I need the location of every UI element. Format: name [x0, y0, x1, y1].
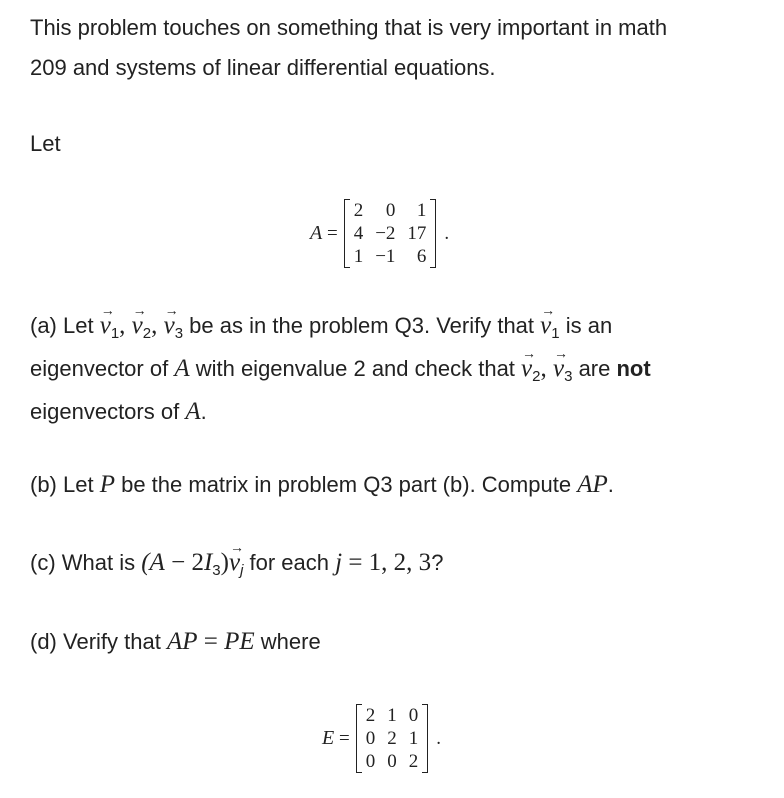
matrix-a-lhs	[310, 222, 338, 245]
matrix-cell: 0	[387, 751, 397, 772]
matrix-row	[348, 222, 433, 245]
matrix-row	[360, 727, 425, 750]
matrix-row	[360, 750, 425, 773]
matrix-cell: 17	[407, 223, 427, 244]
matrix-e-brackets	[356, 704, 429, 773]
matrix-a-equation	[310, 199, 449, 268]
not-emphasis: not	[616, 356, 651, 381]
matrix-cell: −1	[375, 246, 396, 267]
matrix-cell: 2	[408, 751, 419, 772]
part-c: (c) What is $(A - 2I_3)\to v_j$ for each j = 1, 2, 3?	[30, 543, 770, 586]
matrix-cell: 6	[416, 246, 427, 267]
matrix-cell: 1	[387, 705, 397, 726]
matrix-cell: 0	[365, 751, 376, 772]
matrix-cell: 0	[385, 200, 396, 221]
part-a: (a) Let → $v_1$, → $v_2$, → $v_3$ be as in the problem Q3. Verify that → $v_1$ is an eigenvector of A with eigenvalue 2 and check that → $v_2$, → $v_3$ are not eigenvectors of A.	[30, 306, 770, 432]
matrix-e-equation	[322, 704, 441, 773]
matrix-row	[360, 704, 425, 727]
matrix-e-period: .	[436, 727, 441, 749]
matrix-cell: 0	[408, 705, 419, 726]
matrix-e-equals: =	[338, 728, 350, 749]
matrix-row	[348, 245, 433, 268]
matrix-cell: 0	[365, 728, 376, 749]
intro-line-1: This problem touches on something that is very important in math	[30, 15, 668, 40]
part-d: (d) Verify that AP = PE where	[30, 628, 321, 655]
matrix-a-period: .	[444, 222, 450, 244]
matrix-a-symbol: A	[310, 222, 323, 244]
matrix-a-brackets	[344, 199, 437, 268]
matrix-row	[348, 199, 433, 222]
intro-line-2: 209 and systems of linear differential equations.	[30, 55, 496, 80]
matrix-e-lhs	[322, 727, 350, 750]
matrix-e-symbol: E	[322, 727, 335, 749]
matrix-cell: 2	[365, 705, 376, 726]
matrix-a-table	[348, 199, 433, 268]
matrix-cell: 2	[387, 728, 397, 749]
matrix-cell: 2	[353, 200, 364, 221]
matrix-a-equals: =	[326, 223, 338, 244]
part-b: (b) Let P be the matrix in problem Q3 part (b). Compute AP.	[30, 471, 614, 498]
matrix-cell: 4	[353, 223, 364, 244]
matrix-cell: 1	[416, 200, 427, 221]
matrix-cell: −2	[375, 223, 396, 244]
matrix-e-table	[360, 704, 425, 773]
let-label: Let	[30, 131, 61, 156]
intro-paragraph	[30, 8, 770, 88]
matrix-cell: 1	[408, 728, 419, 749]
matrix-cell: 1	[353, 246, 364, 267]
